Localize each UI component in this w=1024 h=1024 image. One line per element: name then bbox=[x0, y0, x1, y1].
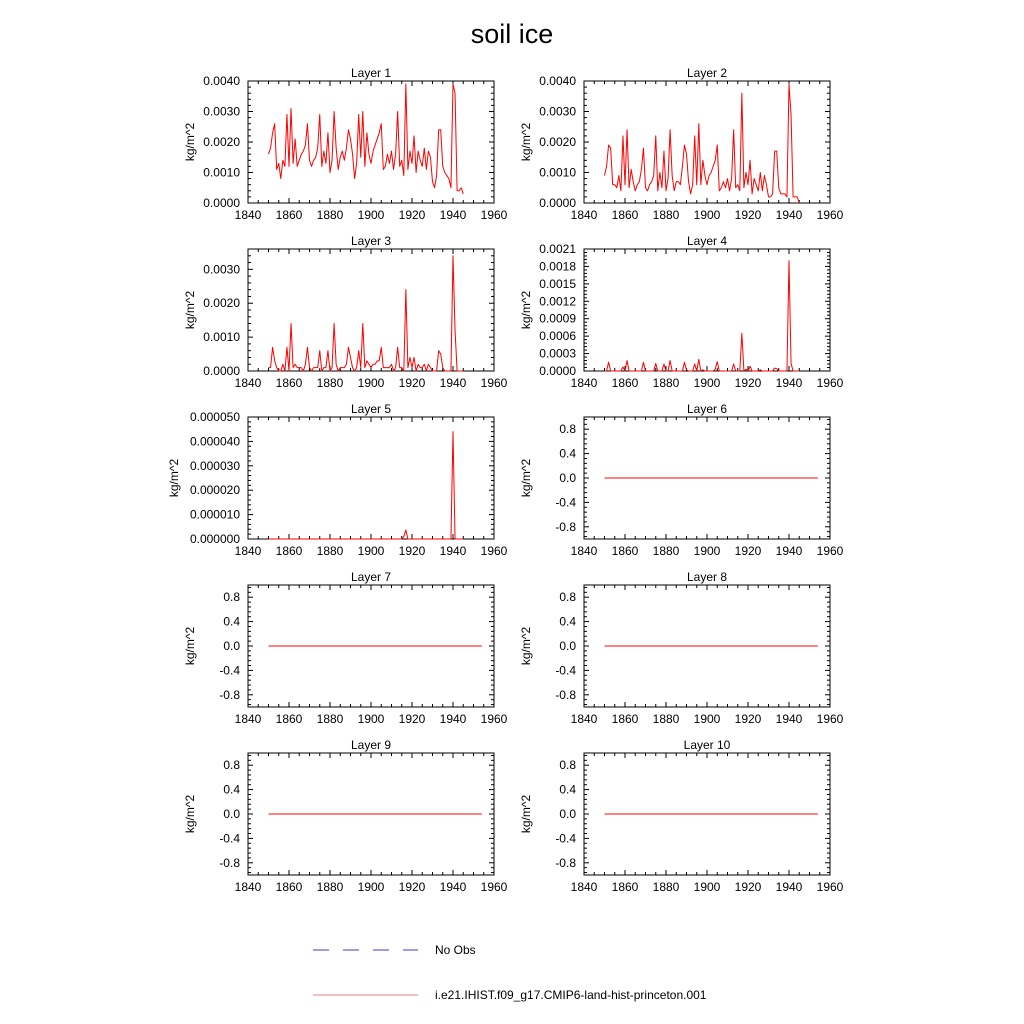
x-tick-label: 1940 bbox=[439, 544, 467, 558]
plot-frame bbox=[248, 417, 494, 539]
x-tick-label: 1920 bbox=[398, 544, 426, 558]
y-tick-label: 0.0020 bbox=[203, 296, 240, 311]
x-tick-label: 1920 bbox=[398, 208, 426, 222]
x-tick-label: 1900 bbox=[357, 712, 385, 726]
y-axis-label: kg/m^2 bbox=[519, 458, 533, 498]
y-axis-label: kg/m^2 bbox=[519, 626, 533, 666]
figure-title: soil ice bbox=[470, 19, 554, 49]
plot-frame bbox=[248, 249, 494, 371]
y-tick-label: 0.4 bbox=[559, 782, 576, 797]
x-tick-label: 1960 bbox=[480, 712, 508, 726]
x-tick-label: 1900 bbox=[693, 376, 721, 390]
y-tick-label: 0.0020 bbox=[539, 135, 576, 149]
y-tick-label: 0.0010 bbox=[203, 330, 240, 345]
x-tick-label: 1880 bbox=[652, 376, 680, 390]
y-tick-label: 0.0000 bbox=[203, 364, 240, 378]
x-tick-label: 1920 bbox=[398, 712, 426, 726]
x-tick-label: 1920 bbox=[398, 376, 426, 390]
plot-frame bbox=[584, 249, 830, 371]
y-axis-label: kg/m^2 bbox=[183, 122, 197, 162]
panel-title: Layer 4 bbox=[686, 234, 728, 248]
x-tick-label: 1880 bbox=[652, 712, 680, 726]
y-tick-label: 0.8 bbox=[559, 422, 576, 437]
x-tick-label: 1860 bbox=[611, 880, 639, 894]
y-axis-label: kg/m^2 bbox=[167, 458, 181, 498]
x-tick-label: 1880 bbox=[316, 712, 344, 726]
x-tick-label: 1840 bbox=[570, 208, 598, 222]
y-tick-label: -0.4 bbox=[555, 495, 576, 510]
panel-2 bbox=[519, 66, 844, 222]
series-line bbox=[605, 261, 800, 371]
y-tick-label: 0.0 bbox=[559, 639, 576, 653]
panel-7 bbox=[183, 570, 508, 726]
x-tick-label: 1900 bbox=[693, 208, 721, 222]
x-tick-label: 1920 bbox=[734, 376, 762, 390]
y-tick-label: 0.0009 bbox=[539, 311, 576, 326]
y-axis-label: kg/m^2 bbox=[183, 290, 197, 330]
y-tick-label: 0.0010 bbox=[203, 165, 240, 180]
x-tick-label: 1940 bbox=[775, 544, 803, 558]
y-tick-label: 0.0040 bbox=[203, 74, 240, 88]
x-tick-label: 1880 bbox=[652, 544, 680, 558]
y-tick-label: -0.8 bbox=[555, 687, 576, 702]
x-tick-label: 1960 bbox=[816, 544, 844, 558]
panel-title: Layer 6 bbox=[686, 402, 728, 416]
x-tick-label: 1940 bbox=[775, 208, 803, 222]
panel-grid bbox=[167, 66, 844, 894]
y-tick-label: 0.0040 bbox=[539, 74, 576, 88]
y-tick-label: -0.8 bbox=[555, 519, 576, 534]
x-tick-label: 1940 bbox=[439, 880, 467, 894]
x-tick-label: 1880 bbox=[652, 880, 680, 894]
x-tick-label: 1860 bbox=[611, 376, 639, 390]
x-tick-label: 1860 bbox=[611, 712, 639, 726]
series-line bbox=[269, 84, 464, 194]
panel-9 bbox=[183, 738, 508, 894]
y-tick-label: -0.4 bbox=[555, 831, 576, 846]
legend-label: No Obs bbox=[435, 943, 476, 957]
y-tick-label: -0.4 bbox=[219, 663, 240, 678]
x-tick-label: 1900 bbox=[357, 208, 385, 222]
y-axis-label: kg/m^2 bbox=[519, 122, 533, 162]
series-line bbox=[269, 432, 464, 539]
y-tick-label: 0.0020 bbox=[203, 135, 240, 149]
x-tick-label: 1900 bbox=[357, 376, 385, 390]
y-tick-label: 0.0003 bbox=[539, 346, 576, 361]
y-tick-label: 0.000010 bbox=[189, 507, 240, 522]
x-tick-label: 1860 bbox=[611, 208, 639, 222]
y-tick-label: 0.0 bbox=[223, 807, 240, 821]
x-tick-label: 1900 bbox=[357, 880, 385, 894]
panel-title: Layer 1 bbox=[350, 66, 392, 80]
y-tick-label: 0.4 bbox=[223, 614, 240, 629]
panel-title: Layer 2 bbox=[686, 66, 728, 80]
y-tick-label: 0.0015 bbox=[539, 276, 576, 291]
y-tick-label: 0.4 bbox=[559, 614, 576, 629]
panel-1 bbox=[183, 66, 508, 222]
x-tick-label: 1940 bbox=[775, 880, 803, 894]
y-tick-label: 0.0 bbox=[559, 471, 576, 485]
x-tick-label: 1860 bbox=[275, 880, 303, 894]
y-tick-label: 0.000030 bbox=[189, 458, 240, 473]
x-tick-label: 1960 bbox=[480, 544, 508, 558]
y-tick-label: 0.0 bbox=[223, 639, 240, 653]
y-tick-label: -0.8 bbox=[219, 855, 240, 870]
x-tick-label: 1940 bbox=[439, 712, 467, 726]
x-tick-label: 1880 bbox=[652, 208, 680, 222]
x-tick-label: 1960 bbox=[816, 376, 844, 390]
x-tick-label: 1940 bbox=[439, 208, 467, 222]
x-tick-label: 1920 bbox=[734, 208, 762, 222]
x-tick-label: 1960 bbox=[480, 208, 508, 222]
series-line bbox=[605, 84, 800, 203]
panel-title: Layer 9 bbox=[350, 738, 392, 752]
y-tick-label: 0.0 bbox=[559, 807, 576, 821]
panel-10 bbox=[519, 738, 844, 894]
y-tick-label: 0.000050 bbox=[189, 410, 240, 424]
legend-entry bbox=[313, 943, 476, 957]
x-tick-label: 1880 bbox=[316, 880, 344, 894]
series-line bbox=[269, 256, 464, 371]
panel-3 bbox=[183, 234, 508, 390]
panel-title: Layer 5 bbox=[350, 402, 392, 416]
y-tick-label: 0.000000 bbox=[189, 532, 240, 546]
y-tick-label: 0.0000 bbox=[539, 196, 576, 210]
y-tick-label: 0.8 bbox=[559, 758, 576, 773]
x-tick-label: 1880 bbox=[316, 208, 344, 222]
y-tick-label: 0.0030 bbox=[203, 262, 240, 277]
y-axis-label: kg/m^2 bbox=[519, 290, 533, 330]
y-tick-label: 0.8 bbox=[223, 590, 240, 605]
y-tick-label: 0.000040 bbox=[189, 434, 240, 449]
y-tick-label: -0.8 bbox=[219, 687, 240, 702]
y-tick-label: 0.8 bbox=[223, 758, 240, 773]
y-tick-label: 0.0021 bbox=[539, 242, 576, 256]
x-tick-label: 1940 bbox=[775, 712, 803, 726]
panel-title: Layer 3 bbox=[350, 234, 392, 248]
panel-6 bbox=[519, 402, 844, 558]
x-tick-label: 1880 bbox=[316, 376, 344, 390]
x-tick-label: 1940 bbox=[439, 376, 467, 390]
y-tick-label: 0.4 bbox=[559, 446, 576, 461]
y-tick-label: 0.0018 bbox=[539, 259, 576, 274]
x-tick-label: 1840 bbox=[234, 208, 262, 222]
y-tick-label: -0.8 bbox=[555, 855, 576, 870]
x-tick-label: 1860 bbox=[275, 712, 303, 726]
x-tick-label: 1840 bbox=[234, 880, 262, 894]
x-tick-label: 1900 bbox=[357, 544, 385, 558]
x-tick-label: 1860 bbox=[275, 376, 303, 390]
panel-4 bbox=[519, 234, 844, 390]
x-tick-label: 1900 bbox=[693, 712, 721, 726]
panel-title: Layer 7 bbox=[350, 570, 392, 584]
x-tick-label: 1840 bbox=[570, 544, 598, 558]
panel-title: Layer 10 bbox=[683, 738, 731, 752]
y-tick-label: 0.0006 bbox=[539, 329, 576, 344]
x-tick-label: 1860 bbox=[275, 208, 303, 222]
y-tick-label: 0.0030 bbox=[203, 104, 240, 119]
x-tick-label: 1920 bbox=[398, 880, 426, 894]
x-tick-label: 1920 bbox=[734, 880, 762, 894]
x-tick-label: 1860 bbox=[611, 544, 639, 558]
y-tick-label: 0.8 bbox=[559, 590, 576, 605]
x-tick-label: 1920 bbox=[734, 544, 762, 558]
x-tick-label: 1840 bbox=[570, 712, 598, 726]
y-tick-label: 0.0030 bbox=[539, 104, 576, 119]
y-tick-label: 0.0010 bbox=[539, 165, 576, 180]
y-axis-label: kg/m^2 bbox=[183, 626, 197, 666]
y-axis-label: kg/m^2 bbox=[519, 794, 533, 834]
y-tick-label: -0.4 bbox=[555, 663, 576, 678]
x-tick-label: 1900 bbox=[693, 544, 721, 558]
x-tick-label: 1840 bbox=[570, 376, 598, 390]
x-tick-label: 1840 bbox=[570, 880, 598, 894]
y-tick-label: 0.0012 bbox=[539, 294, 576, 309]
x-tick-label: 1960 bbox=[816, 880, 844, 894]
x-tick-label: 1840 bbox=[234, 544, 262, 558]
y-tick-label: 0.0000 bbox=[539, 364, 576, 378]
x-tick-label: 1840 bbox=[234, 376, 262, 390]
y-tick-label: 0.4 bbox=[223, 782, 240, 797]
x-tick-label: 1940 bbox=[775, 376, 803, 390]
x-tick-label: 1960 bbox=[480, 376, 508, 390]
legend bbox=[313, 943, 707, 1002]
legend-label: i.e21.IHIST.f09_g17.CMIP6-land-hist-princeton.001 bbox=[435, 988, 707, 1002]
y-tick-label: 0.000020 bbox=[189, 483, 240, 498]
y-tick-label: -0.4 bbox=[219, 831, 240, 846]
x-tick-label: 1860 bbox=[275, 544, 303, 558]
panel-title: Layer 8 bbox=[686, 570, 728, 584]
panel-8 bbox=[519, 570, 844, 726]
x-tick-label: 1960 bbox=[480, 880, 508, 894]
x-tick-label: 1840 bbox=[234, 712, 262, 726]
x-tick-label: 1900 bbox=[693, 880, 721, 894]
y-tick-label: 0.0000 bbox=[203, 196, 240, 210]
x-tick-label: 1920 bbox=[734, 712, 762, 726]
panel-5 bbox=[167, 402, 508, 558]
x-tick-label: 1880 bbox=[316, 544, 344, 558]
y-axis-label: kg/m^2 bbox=[183, 794, 197, 834]
legend-entry bbox=[313, 988, 707, 1002]
x-tick-label: 1960 bbox=[816, 208, 844, 222]
x-tick-label: 1960 bbox=[816, 712, 844, 726]
